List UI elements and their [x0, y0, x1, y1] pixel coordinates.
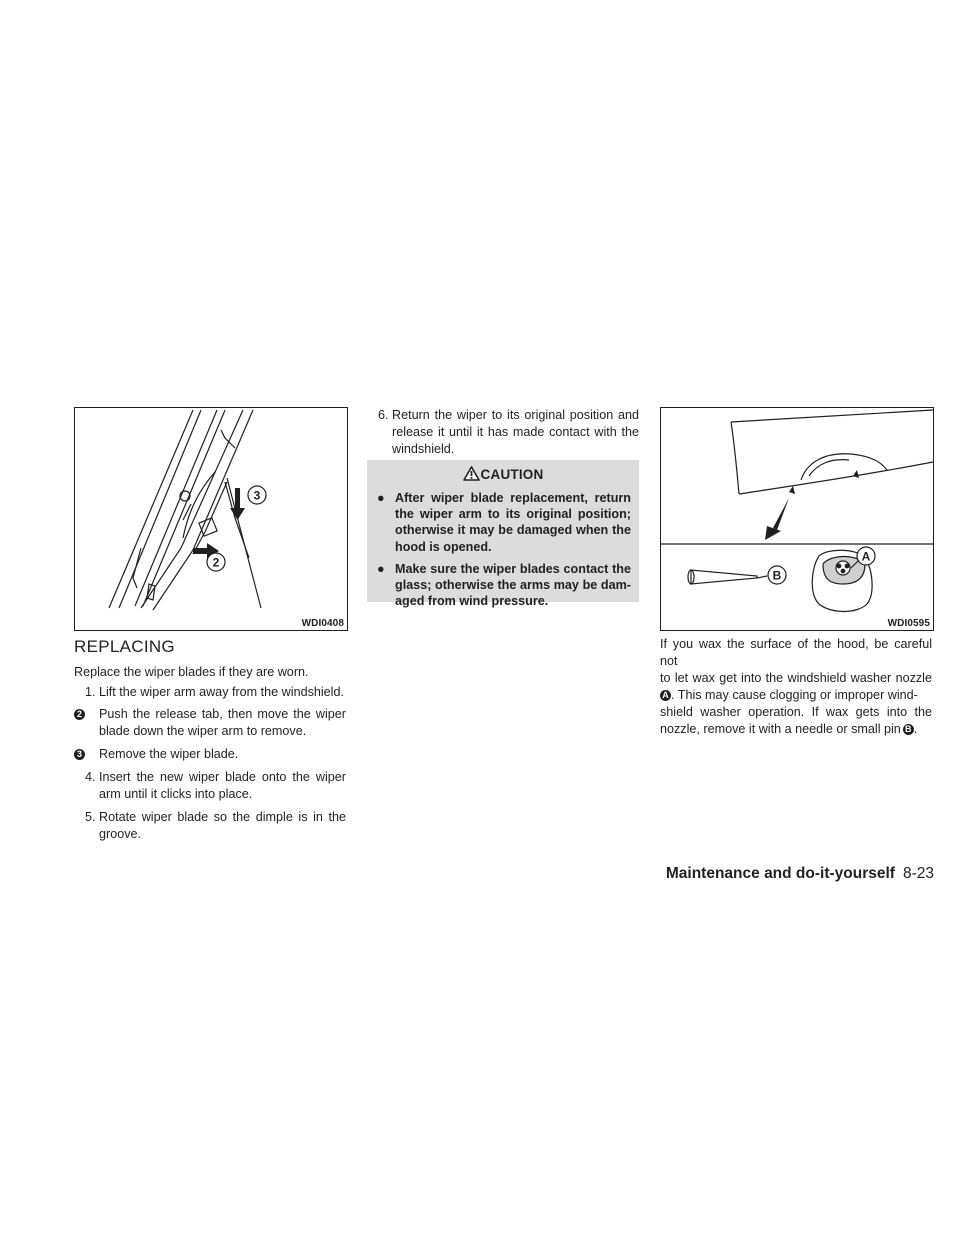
caution-box — [367, 460, 639, 609]
intro-text: Replace the wiper blades if they are worn. — [74, 665, 309, 679]
footer-section: Maintenance and do-it-yourself — [665, 865, 895, 882]
caution-item-2: ● Make sure the wiper blades contact the glass; otherwise the arms may be dam- aged from wind pressure. — [377, 561, 631, 609]
step-badge-2: 2 — [74, 709, 85, 720]
washer-nozzle-illustration — [660, 407, 934, 631]
step-2: 2 Push the release tab, then move the wiper blade down the wiper arm to remove. — [74, 706, 346, 740]
callout-2 — [207, 553, 225, 571]
bullet-icon: ● — [377, 491, 385, 505]
svg-text:2: 2 — [212, 555, 220, 570]
figure-code: WDI0408 — [301, 618, 344, 629]
section-heading: REPLACING — [74, 637, 175, 656]
nozzle-badge: A — [660, 690, 671, 701]
caution-header: CAUTION — [367, 460, 639, 486]
page-footer — [666, 865, 934, 883]
left-column — [74, 664, 346, 843]
step-badge-3: 3 — [74, 749, 85, 760]
middle-column — [367, 407, 639, 458]
step-4: 4. Insert the new wiper blade onto the wiper arm until it clicks into place. — [85, 770, 346, 801]
pin-badge: B — [903, 724, 914, 735]
callout-b — [768, 566, 786, 584]
warning-triangle-icon — [463, 466, 480, 481]
svg-text:A: A — [861, 549, 871, 564]
step-6: 6. Return the wiper to its original position and release it until it has made contact with the windshield. — [378, 408, 639, 456]
bullet-icon: ● — [377, 561, 385, 576]
washer-nozzle-drawing — [661, 408, 933, 630]
page-number: 8-23 — [902, 865, 934, 882]
step-1: 1. Lift the wiper arm away from the windshield. — [85, 685, 344, 699]
right-column: If you wax the surface of the hood, be careful not to let wax get into the windshield washer nozzle A . This may cause clogging or improper wind- shield washer operation. If wax gets into the nozzle, remove it with a needle or small pin B . — [660, 637, 932, 736]
step-3: 3 Remove the wiper blade. — [74, 746, 346, 763]
callout-3 — [248, 486, 266, 504]
svg-text:B: B — [772, 568, 782, 583]
wax-note-line-5: nozzle, remove it with a needle or small pin B . — [660, 722, 918, 736]
callout-a — [857, 547, 875, 565]
wiper-arm-drawing — [75, 408, 347, 630]
svg-text:3: 3 — [253, 488, 261, 503]
caution-item-1: ● After wiper blade replacement, return the wiper arm to its original position; otherwise it may be damaged when the hood is opened. — [377, 491, 631, 554]
figure-code: WDI0595 — [887, 618, 930, 629]
step-5: 5. Rotate wiper blade so the dimple is in the groove. — [85, 810, 346, 841]
wiper-arm-illustration — [74, 407, 348, 631]
wax-note-line-3: A . This may cause clogging or improper wind- — [660, 687, 932, 704]
